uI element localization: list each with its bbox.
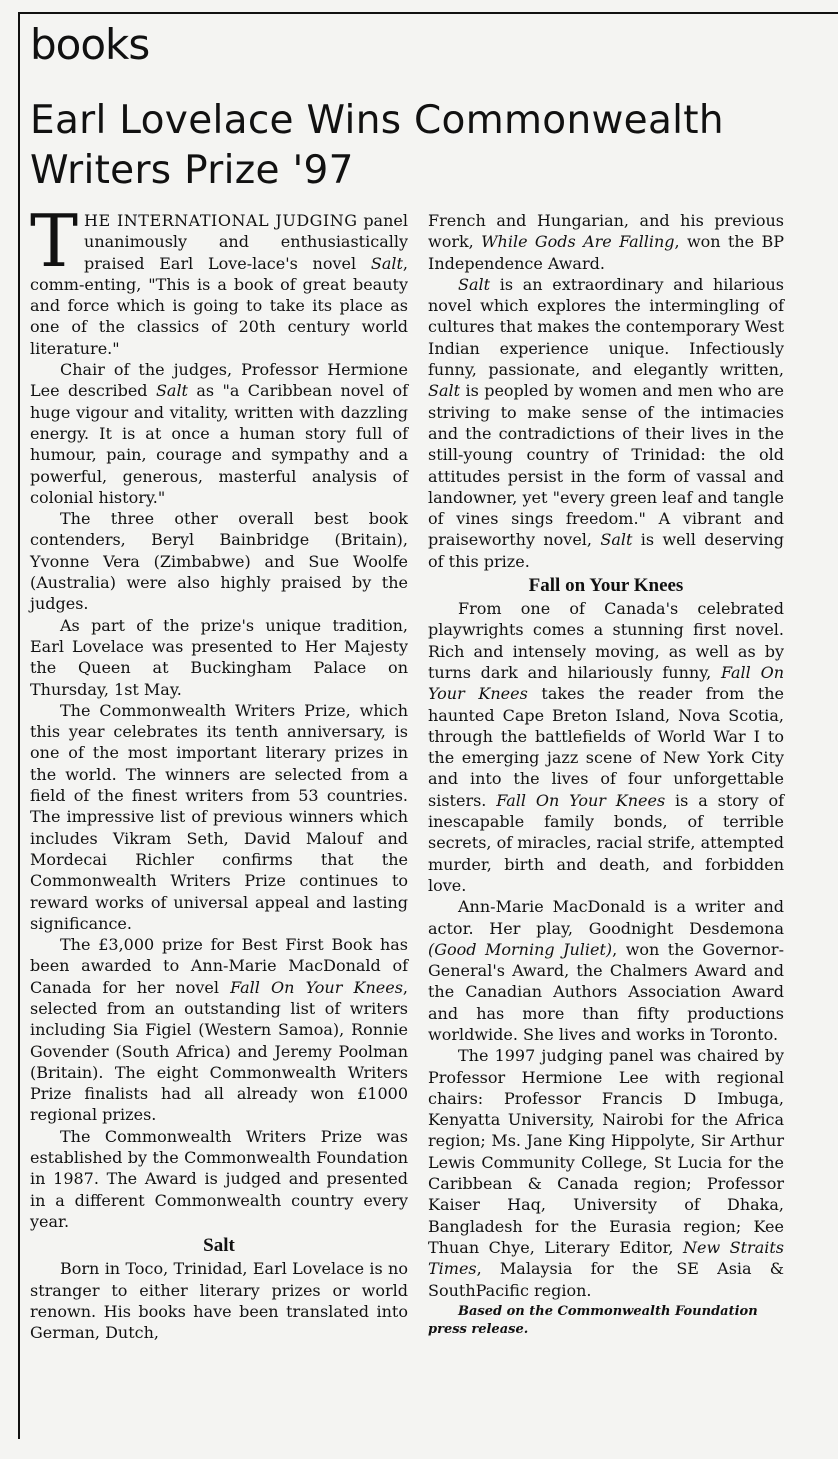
paragraph: The 1997 judging panel was chaired by Professor Hermione Lee with regional chairs: Professor Francis D Imbuga, Kenyatta University, Nairobi for the Africa region; Ms. Jane King Hippolyte, Sir Arthur Lewis Community College, St Lucia for the Caribbean & Canada region; Professor Kaiser Haq, University of Dhaka, Bangladesh for the Eurasia region; Kee Thuan Chye, Literary Editor, New Straits Times, Malaysia for the SE Asia & SouthPacific region. [428, 1046, 784, 1300]
column-left [30, 199, 408, 1343]
paragraph: The Commonwealth Writers Prize, which this year celebrates its tenth anniversary, is one of the most important literary prizes in the world. The winners are selected from a field of the finest writers from 53 countries. The impressive list of previous winners which includes Vikram Seth, David Malouf and Mordecai Richler confirms that the Commonwealth Writers Prize continues to reward works of universal appeal and lasting significance. [30, 700, 408, 933]
subhead-salt: Salt [203, 1235, 235, 1257]
paragraph: The £3,000 prize for Best First Book has been awarded to Ann-Marie MacDonald of Canada for her novel Fall On Your Knees, selected from an outstanding list of writers including Sia Figiel (Western Samoa), Ronnie Govender (South Africa) and Jeremy Poolman (Britain). The eight Commonwealth Writers Prize finalists had all already won £1000 regional prizes. [30, 935, 408, 1125]
subhead-fall-on-your-knees: Fall on Your Knees [528, 575, 684, 597]
headline: Earl Lovelace Wins Commonwealth Writers Prize '97 [30, 98, 724, 193]
paragraph: Chair of the judges, Professor Hermione Lee described Salt as "a Caribbean novel of huge vigour and vitality, written with dazzling energy. It is at once a human story full of humour, pain, courage and sympathy and a powerful, generous, masterful analysis of colonial history." [30, 360, 408, 507]
paragraph: The three other overall best book contenders, Beryl Bainbridge (Britain), Yvonne Vera (Zimbabwe) and Sue Woolfe (Australia) were also highly praised by the judges. [30, 509, 408, 614]
paragraph: The Commonwealth Writers Prize was established by the Commonwealth Foundation in 1987. The Award is judged and presented in a different Commonwealth country every year. [30, 1126, 408, 1231]
top-rule [18, 12, 838, 14]
paragraph: French and Hungarian, and his previous work, While Gods Are Falling, won the BP Independence Award. [428, 211, 784, 273]
paragraph: Salt is an extraordinary and hilarious novel which explores the intermingling of cultures that makes the contemporary West Indian experience unique. Infectiously funny, passionate, and elegantly written, Salt is peopled by women and men who are striving to make sense of the intimacies and the contradictions of their lives in the still-young country of Trinidad: the old attitudes persist in the form of vassal and landowner, yet "every green leaf and tangle of vines sings freedom." A vibrant and praiseworthy novel, Salt is well deserving of this prize. [428, 274, 785, 571]
left-rule [18, 12, 20, 1439]
paragraph: As part of the prize's unique tradition, Earl Lovelace was presented to Her Majesty the Queen at Buckingham Palace on Thursday, 1st May. [30, 615, 408, 699]
paragraph: Born in Toco, Trinidad, Earl Lovelace is no stranger to either literary prizes or world renown. His books have been translated into German, Dutch, [30, 1259, 408, 1343]
paragraph: From one of Canada's celebrated playwrights comes a stunning first novel. Rich and intensely moving, as well as by turns dark and hilariously funny, Fall On Your Knees takes the reader from the haunted Cape Breton Island, Nova Scotia, through the battlefields of World War I to the emerging jazz scene of New York City and into the lives of four unforgettable sisters. Fall On Your Knees is a story of inescapable family bonds, of terrible secrets, of miracles, racial strife, attempted murder, birth and death, and forbidden love. [428, 599, 785, 895]
drop-cap: T [30, 199, 79, 283]
paragraph: THE INTERNATIONAL JUDGING panel unanimously and enthusiastically praised Earl Love-lace's novel Salt, comm-enting, "This is a book of great beauty and force which is going to take its place as one of the classics of 20th century world literature." [30, 199, 408, 358]
paragraph: Ann-Marie MacDonald is a writer and actor. Her play, Goodnight Desdemona (Good Morning Juliet), won the Governor-General's Award, the Chalmers Award and the Canadian Authors Association Award and has more than fifty productions worldwide. She lives and works in Toronto. [428, 897, 784, 1044]
section-label: books [30, 20, 150, 69]
column-right [428, 210, 784, 1339]
source-credit: Based on the Commonwealth Foundation press release. [428, 1303, 758, 1337]
